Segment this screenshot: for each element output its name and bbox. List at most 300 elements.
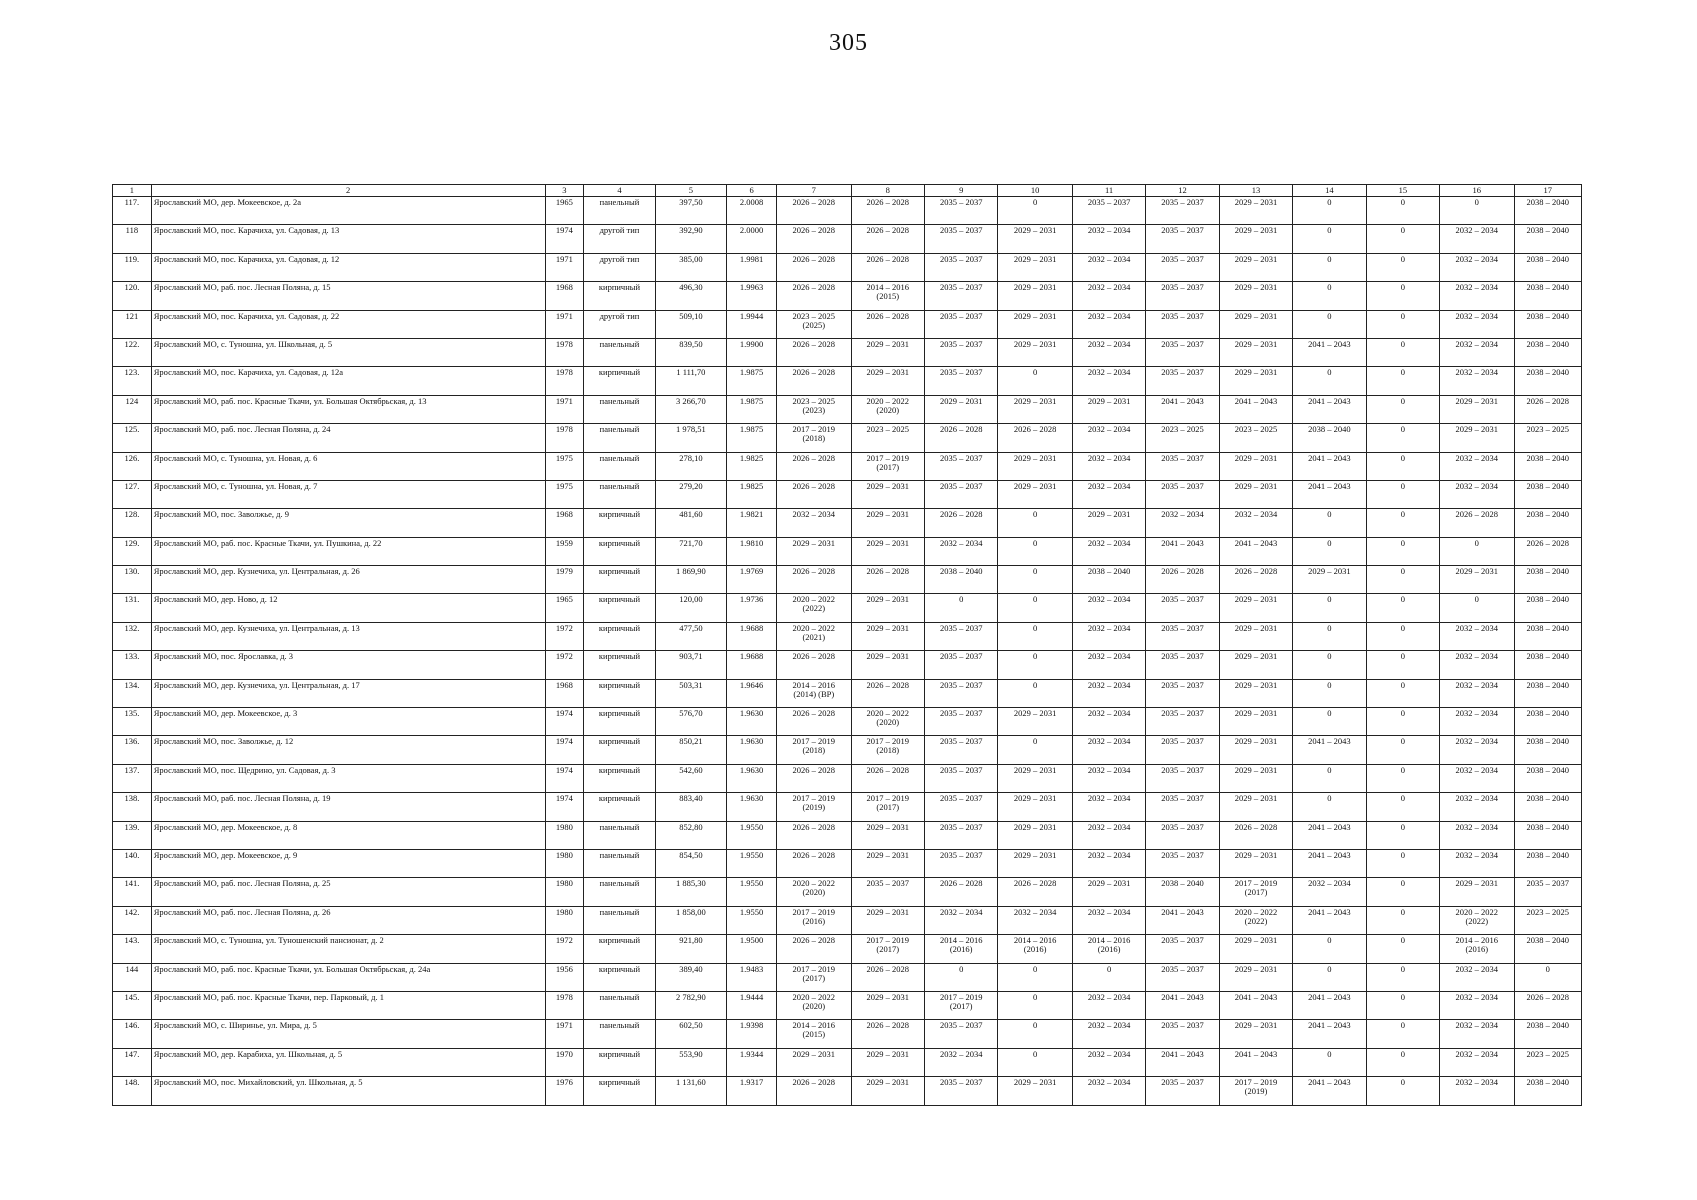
table-cell: 2035 – 2037 <box>924 651 997 679</box>
table-cell: 2032 – 2034 <box>1072 338 1145 366</box>
table-cell: 1 858,00 <box>655 906 726 934</box>
table-cell: 0 <box>1293 509 1366 537</box>
table-cell: 2026 – 2028 <box>851 1020 924 1048</box>
address-cell: Ярославский МО, пос. Ярославка, д. 3 <box>151 651 545 679</box>
table-cell: 2041 – 2043 <box>1293 395 1366 423</box>
row-number-cell: 125. <box>113 424 152 452</box>
address-cell: Ярославский МО, пос. Карачиха, ул. Садовая, д. 13 <box>151 225 545 253</box>
table-cell: 0 <box>998 566 1072 594</box>
table-cell: 1.9900 <box>727 338 777 366</box>
table-cell: 2032 – 2034 <box>1440 849 1514 877</box>
table-cell: 0 <box>1366 736 1439 764</box>
table-cell: 0 <box>1366 480 1439 508</box>
table-cell: 2035 – 2037 <box>924 225 997 253</box>
table-cell: 2026 – 2028 <box>851 679 924 707</box>
table-cell: 496,30 <box>655 282 726 310</box>
table-cell: 0 <box>998 679 1072 707</box>
table-cell: 2029 – 2031 <box>1219 480 1292 508</box>
table-cell: 2032 – 2034 <box>1440 367 1514 395</box>
table-cell: 1968 <box>545 679 584 707</box>
table-row <box>113 424 1582 452</box>
table-cell: 2035 – 2037 <box>1146 452 1219 480</box>
table-cell: 2017 – 2019 (2017) <box>1219 878 1292 906</box>
table-cell: 2032 – 2034 <box>1440 282 1514 310</box>
table-cell: 1.9344 <box>727 1048 777 1076</box>
column-number-15: 15 <box>1366 185 1439 197</box>
table-cell: 1.9769 <box>727 566 777 594</box>
table-cell: 2029 – 2031 <box>998 253 1072 281</box>
table-cell: 2014 – 2016 (2016) <box>998 935 1072 963</box>
table-cell: 2026 – 2028 <box>777 849 851 877</box>
row-number-cell: 119. <box>113 253 152 281</box>
table-cell: 1980 <box>545 849 584 877</box>
row-number-cell: 143. <box>113 935 152 963</box>
address-cell: Ярославский МО, раб. пос. Красные Ткачи, ул. Пушкина, д. 22 <box>151 537 545 565</box>
table-cell: 2038 – 2040 <box>1514 310 1581 338</box>
row-number-cell: 145. <box>113 991 152 1019</box>
table-cell: 0 <box>998 736 1072 764</box>
table-cell: 3 266,70 <box>655 395 726 423</box>
table-cell: 2029 – 2031 <box>998 480 1072 508</box>
table-cell: 1.9944 <box>727 310 777 338</box>
table-cell: 2041 – 2043 <box>1293 452 1366 480</box>
table-cell: 2029 – 2031 <box>1440 395 1514 423</box>
table-cell: 1978 <box>545 338 584 366</box>
table-cell: 2032 – 2034 <box>1440 1077 1514 1105</box>
table-row <box>113 821 1582 849</box>
table-cell: 2038 – 2040 <box>1514 793 1581 821</box>
table-cell: 2035 – 2037 <box>1146 708 1219 736</box>
table-cell: 2029 – 2031 <box>1219 651 1292 679</box>
table-cell: 1980 <box>545 906 584 934</box>
table-cell: панельный <box>584 991 655 1019</box>
table-cell: 392,90 <box>655 225 726 253</box>
table-cell: 2029 – 2031 <box>1072 878 1145 906</box>
table-cell: 2032 – 2034 <box>1072 849 1145 877</box>
table-cell: 903,71 <box>655 651 726 679</box>
table-cell: 1975 <box>545 480 584 508</box>
table-cell: 2026 – 2028 <box>924 424 997 452</box>
table-cell: 0 <box>1366 253 1439 281</box>
table-cell: 2026 – 2028 <box>1514 395 1581 423</box>
table-cell: 2032 – 2034 <box>1440 1020 1514 1048</box>
table-cell: 397,50 <box>655 197 726 225</box>
table-cell: 1.9875 <box>727 395 777 423</box>
table-cell: кирпичный <box>584 594 655 622</box>
table-cell: 2035 – 2037 <box>1146 963 1219 991</box>
table-cell: 2029 – 2031 <box>1219 708 1292 736</box>
table-cell: 2026 – 2028 <box>1440 509 1514 537</box>
table-cell: 1.9688 <box>727 651 777 679</box>
table-cell: 2038 – 2040 <box>1514 452 1581 480</box>
table-cell: 2038 – 2040 <box>1146 878 1219 906</box>
table-cell: 1972 <box>545 651 584 679</box>
row-number-cell: 142. <box>113 906 152 934</box>
table-cell: 0 <box>1366 537 1439 565</box>
table-cell: 2029 – 2031 <box>998 793 1072 821</box>
table-cell: 2041 – 2043 <box>1293 736 1366 764</box>
table-cell: кирпичный <box>584 764 655 792</box>
table-cell: панельный <box>584 480 655 508</box>
table-cell: 2029 – 2031 <box>998 395 1072 423</box>
table-cell: кирпичный <box>584 509 655 537</box>
table-cell: 2029 – 2031 <box>1219 849 1292 877</box>
table-cell: 2026 – 2028 <box>777 764 851 792</box>
address-cell: Ярославский МО, дер. Мокеевское, д. 9 <box>151 849 545 877</box>
table-cell: 0 <box>998 537 1072 565</box>
table-cell: 0 <box>1293 793 1366 821</box>
table-cell: 2029 – 2031 <box>1219 310 1292 338</box>
table-cell: 2026 – 2028 <box>851 764 924 792</box>
table-cell: 2029 – 2031 <box>1219 1020 1292 1048</box>
row-number-cell: 138. <box>113 793 152 821</box>
table-cell: 2035 – 2037 <box>1146 679 1219 707</box>
table-cell: 2026 – 2028 <box>777 708 851 736</box>
table-cell: 0 <box>924 963 997 991</box>
table-cell: панельный <box>584 906 655 934</box>
table-cell: 1974 <box>545 708 584 736</box>
table-cell: 2017 – 2019 (2016) <box>777 906 851 934</box>
table-cell: 1.9821 <box>727 509 777 537</box>
table-cell: 2035 – 2037 <box>924 197 997 225</box>
table-cell: 2026 – 2028 <box>777 1077 851 1105</box>
table-cell: кирпичный <box>584 793 655 821</box>
address-cell: Ярославский МО, с. Туношна, ул. Новая, д. 7 <box>151 480 545 508</box>
address-cell: Ярославский МО, с. Туношна, ул. Туношенский пансионат, д. 2 <box>151 935 545 963</box>
table-cell: 2032 – 2034 <box>1219 509 1292 537</box>
table-row <box>113 906 1582 934</box>
row-number-cell: 135. <box>113 708 152 736</box>
table-cell: 2032 – 2034 <box>1072 708 1145 736</box>
table-cell: 1974 <box>545 764 584 792</box>
table-cell: 2029 – 2031 <box>1219 594 1292 622</box>
table-cell: 2035 – 2037 <box>924 310 997 338</box>
table-cell: 0 <box>1366 821 1439 849</box>
table-cell: 2032 – 2034 <box>1072 452 1145 480</box>
row-number-cell: 139. <box>113 821 152 849</box>
table-cell: 0 <box>1293 708 1366 736</box>
address-cell: Ярославский МО, дер. Мокеевское, д. 8 <box>151 821 545 849</box>
table-cell: 576,70 <box>655 708 726 736</box>
table-cell: 852,80 <box>655 821 726 849</box>
address-cell: Ярославский МО, дер. Кузнечиха, ул. Центральная, д. 13 <box>151 622 545 650</box>
table-cell: 2029 – 2031 <box>851 537 924 565</box>
row-number-cell: 129. <box>113 537 152 565</box>
row-number-cell: 144 <box>113 963 152 991</box>
table-cell: 2032 – 2034 <box>1440 225 1514 253</box>
table-cell: 0 <box>1440 594 1514 622</box>
table-cell: 2029 – 2031 <box>851 1048 924 1076</box>
table-cell: 1968 <box>545 282 584 310</box>
table-row <box>113 1048 1582 1076</box>
table-cell: 2029 – 2031 <box>998 452 1072 480</box>
table-cell: 2026 – 2028 <box>924 509 997 537</box>
table-cell: 2029 – 2031 <box>998 849 1072 877</box>
table-cell: 2038 – 2040 <box>1514 736 1581 764</box>
table-cell: 2035 – 2037 <box>1146 310 1219 338</box>
table-cell: 854,50 <box>655 849 726 877</box>
table-cell: 2020 – 2022 (2020) <box>851 708 924 736</box>
table-cell: 2029 – 2031 <box>1293 566 1366 594</box>
table-cell: 2032 – 2034 <box>1440 651 1514 679</box>
table-cell: другой тип <box>584 225 655 253</box>
table-cell: 0 <box>1366 849 1439 877</box>
table-cell: 2032 – 2034 <box>1072 793 1145 821</box>
table-body <box>113 197 1582 1106</box>
table-cell: 0 <box>1366 708 1439 736</box>
row-number-cell: 133. <box>113 651 152 679</box>
table-cell: 2035 – 2037 <box>924 821 997 849</box>
table-cell: 2026 – 2028 <box>851 197 924 225</box>
address-cell: Ярославский МО, раб. пос. Лесная Поляна, д. 19 <box>151 793 545 821</box>
table-cell: 2032 – 2034 <box>1072 736 1145 764</box>
row-number-cell: 148. <box>113 1077 152 1105</box>
table-cell: 1.9825 <box>727 452 777 480</box>
table-cell: 2035 – 2037 <box>1146 338 1219 366</box>
table-cell: другой тип <box>584 253 655 281</box>
table-cell: 850,21 <box>655 736 726 764</box>
table-cell: 1979 <box>545 566 584 594</box>
table-row <box>113 878 1582 906</box>
table-cell: 2026 – 2028 <box>998 424 1072 452</box>
table-cell: 839,50 <box>655 338 726 366</box>
table-cell: 2029 – 2031 <box>851 651 924 679</box>
table-cell: 2035 – 2037 <box>1146 849 1219 877</box>
table-cell: 1971 <box>545 1020 584 1048</box>
table-cell: 1.9646 <box>727 679 777 707</box>
table-cell: 2032 – 2034 <box>924 1048 997 1076</box>
table-row <box>113 764 1582 792</box>
table-cell: 2017 – 2019 (2018) <box>851 736 924 764</box>
table-cell: 2032 – 2034 <box>1072 367 1145 395</box>
address-cell: Ярославский МО, пос. Карачиха, ул. Садовая, д. 12 <box>151 253 545 281</box>
address-cell: Ярославский МО, с. Ширинье, ул. Мира, д. 5 <box>151 1020 545 1048</box>
table-cell: 1976 <box>545 1077 584 1105</box>
address-cell: Ярославский МО, дер. Кузнечиха, ул. Центральная, д. 17 <box>151 679 545 707</box>
address-cell: Ярославский МО, пос. Карачиха, ул. Садовая, д. 22 <box>151 310 545 338</box>
row-number-cell: 120. <box>113 282 152 310</box>
address-cell: Ярославский МО, дер. Мокеевское, д. 2а <box>151 197 545 225</box>
row-number-cell: 130. <box>113 566 152 594</box>
row-number-cell: 128. <box>113 509 152 537</box>
row-number-cell: 141. <box>113 878 152 906</box>
table-cell: 2014 – 2016 (2015) <box>851 282 924 310</box>
column-number-9: 9 <box>924 185 997 197</box>
column-number-11: 11 <box>1072 185 1145 197</box>
table-cell: 0 <box>1293 594 1366 622</box>
table-cell: 2041 – 2043 <box>1293 849 1366 877</box>
table-cell: 1.9688 <box>727 622 777 650</box>
table-cell: 2038 – 2040 <box>1514 197 1581 225</box>
table-cell: 477,50 <box>655 622 726 650</box>
table-cell: 2029 – 2031 <box>1219 622 1292 650</box>
table-cell: 0 <box>998 367 1072 395</box>
table-cell: 2038 – 2040 <box>924 566 997 594</box>
table-cell: 0 <box>1293 253 1366 281</box>
table-cell: 2023 – 2025 <box>1146 424 1219 452</box>
table-cell: 2014 – 2016 (2015) <box>777 1020 851 1048</box>
table-cell: 0 <box>998 651 1072 679</box>
table-cell: 2035 – 2037 <box>851 878 924 906</box>
table-cell: 2035 – 2037 <box>1146 253 1219 281</box>
table-cell: 2029 – 2031 <box>998 225 1072 253</box>
table-cell: 0 <box>1366 935 1439 963</box>
table-cell: 2029 – 2031 <box>1440 424 1514 452</box>
table-cell: 2035 – 2037 <box>924 708 997 736</box>
row-number-cell: 136. <box>113 736 152 764</box>
table-cell: 2029 – 2031 <box>998 708 1072 736</box>
table-row <box>113 679 1582 707</box>
table-cell: 2032 – 2034 <box>777 509 851 537</box>
table-cell: 2029 – 2031 <box>998 338 1072 366</box>
table-cell: 1972 <box>545 622 584 650</box>
table-cell: панельный <box>584 395 655 423</box>
table-cell: 542,60 <box>655 764 726 792</box>
table-cell: 2026 – 2028 <box>851 225 924 253</box>
table-cell: 1.9500 <box>727 935 777 963</box>
table-cell: 2017 – 2019 (2017) <box>924 991 997 1019</box>
table-cell: кирпичный <box>584 963 655 991</box>
page-number: 305 <box>829 30 868 56</box>
column-number-16: 16 <box>1440 185 1514 197</box>
table-cell: 2023 – 2025 <box>851 424 924 452</box>
address-cell: Ярославский МО, с. Туношна, ул. Новая, д. 6 <box>151 452 545 480</box>
column-number-14: 14 <box>1293 185 1366 197</box>
table-cell: 2017 – 2019 (2017) <box>851 793 924 821</box>
table-cell: 2023 – 2025 (2023) <box>777 395 851 423</box>
table-cell: 0 <box>1072 963 1145 991</box>
table-cell: 0 <box>1366 338 1439 366</box>
table-cell: 2032 – 2034 <box>1440 253 1514 281</box>
table-cell: 0 <box>1366 963 1439 991</box>
table-cell: 2032 – 2034 <box>998 906 1072 934</box>
table-row <box>113 793 1582 821</box>
column-number-10: 10 <box>998 185 1072 197</box>
table-cell: 2038 – 2040 <box>1514 509 1581 537</box>
table-cell: 2026 – 2028 <box>777 253 851 281</box>
table-cell: 2017 – 2019 (2018) <box>777 736 851 764</box>
table-cell: 2014 – 2016 (2016) <box>924 935 997 963</box>
table-cell: 2032 – 2034 <box>1440 991 1514 1019</box>
address-cell: Ярославский МО, дер. Карабиха, ул. Школьная, д. 5 <box>151 1048 545 1076</box>
table-cell: 0 <box>1293 537 1366 565</box>
table-cell: 2014 – 2016 (2014) (ВР) <box>777 679 851 707</box>
row-number-cell: 127. <box>113 480 152 508</box>
table-cell: 2026 – 2028 <box>777 651 851 679</box>
housing-registry-table <box>112 184 1582 1106</box>
table-cell: 2038 – 2040 <box>1514 566 1581 594</box>
table-cell: 2023 – 2025 (2025) <box>777 310 851 338</box>
table-cell: 2038 – 2040 <box>1514 253 1581 281</box>
table-cell: 120,00 <box>655 594 726 622</box>
table-header <box>113 185 1582 197</box>
table-cell: 721,70 <box>655 537 726 565</box>
table-cell: 2029 – 2031 <box>777 1048 851 1076</box>
table-cell: 2029 – 2031 <box>1219 253 1292 281</box>
table-cell: 2026 – 2028 <box>777 197 851 225</box>
table-cell: 1.9875 <box>727 367 777 395</box>
table-cell: 0 <box>998 1020 1072 1048</box>
table-cell: 2026 – 2028 <box>777 566 851 594</box>
table-cell: 2026 – 2028 <box>777 338 851 366</box>
column-number-12: 12 <box>1146 185 1219 197</box>
table-cell: кирпичный <box>584 537 655 565</box>
table-cell: 1.9550 <box>727 878 777 906</box>
table-row <box>113 991 1582 1019</box>
table-cell: 2041 – 2043 <box>1219 537 1292 565</box>
table-cell: 2026 – 2028 <box>998 878 1072 906</box>
table-cell: 2032 – 2034 <box>1440 622 1514 650</box>
table-cell: 2029 – 2031 <box>1219 963 1292 991</box>
table-cell: 2020 – 2022 (2020) <box>851 395 924 423</box>
table-cell: 2035 – 2037 <box>1146 225 1219 253</box>
table-cell: 2035 – 2037 <box>1146 764 1219 792</box>
table-cell: 2026 – 2028 <box>1146 566 1219 594</box>
table-cell: 2029 – 2031 <box>851 622 924 650</box>
row-number-cell: 140. <box>113 849 152 877</box>
table-cell: 2041 – 2043 <box>1293 991 1366 1019</box>
table-cell: 2029 – 2031 <box>1219 764 1292 792</box>
table-cell: 0 <box>1440 197 1514 225</box>
table-cell: 2035 – 2037 <box>924 338 997 366</box>
address-cell: Ярославский МО, пос. Заволжье, д. 12 <box>151 736 545 764</box>
table-cell: 2029 – 2031 <box>851 594 924 622</box>
table-cell: 2026 – 2028 <box>777 225 851 253</box>
table-cell: 2041 – 2043 <box>1219 395 1292 423</box>
address-cell: Ярославский МО, раб. пос. Лесная Поляна, д. 25 <box>151 878 545 906</box>
table-row <box>113 566 1582 594</box>
table-cell: 1.9550 <box>727 821 777 849</box>
table-cell: 2032 – 2034 <box>1440 452 1514 480</box>
table-cell: 2041 – 2043 <box>1219 991 1292 1019</box>
table-cell: 2038 – 2040 <box>1514 708 1581 736</box>
table-cell: 2023 – 2025 <box>1514 1048 1581 1076</box>
table-row <box>113 963 1582 991</box>
table-cell: 0 <box>924 594 997 622</box>
table-cell: кирпичный <box>584 566 655 594</box>
address-cell: Ярославский МО, пос. Щедрино, ул. Садовая, д. 3 <box>151 764 545 792</box>
table-row <box>113 1020 1582 1048</box>
table-cell: 2029 – 2031 <box>998 764 1072 792</box>
table-cell: 0 <box>1366 566 1439 594</box>
table-cell: 1.9550 <box>727 849 777 877</box>
table-cell: 2038 – 2040 <box>1514 338 1581 366</box>
table-cell: 2029 – 2031 <box>851 509 924 537</box>
table-cell: 883,40 <box>655 793 726 821</box>
table-cell: 1.9630 <box>727 736 777 764</box>
table-cell: 2026 – 2028 <box>924 878 997 906</box>
table-cell: 1.9317 <box>727 1077 777 1105</box>
table-cell: 2041 – 2043 <box>1293 1020 1366 1048</box>
table-row <box>113 935 1582 963</box>
address-cell: Ярославский МО, раб. пос. Красные Ткачи, ул. Большая Октябрьская, д. 13 <box>151 395 545 423</box>
table-cell: 1980 <box>545 821 584 849</box>
table-cell: 1974 <box>545 225 584 253</box>
table-row <box>113 197 1582 225</box>
table-cell: 1.9630 <box>727 708 777 736</box>
table-cell: 278,10 <box>655 452 726 480</box>
table-cell: 2038 – 2040 <box>1514 480 1581 508</box>
table-cell: 2017 – 2019 (2017) <box>851 452 924 480</box>
table-cell: 1.9825 <box>727 480 777 508</box>
table-cell: 2032 – 2034 <box>1440 310 1514 338</box>
table-cell: 2035 – 2037 <box>924 793 997 821</box>
table-cell: 2041 – 2043 <box>1293 480 1366 508</box>
table-cell: 2014 – 2016 (2016) <box>1072 935 1145 963</box>
table-cell: 385,00 <box>655 253 726 281</box>
table-cell: 1.9630 <box>727 793 777 821</box>
table-cell: 2032 – 2034 <box>1072 1077 1145 1105</box>
